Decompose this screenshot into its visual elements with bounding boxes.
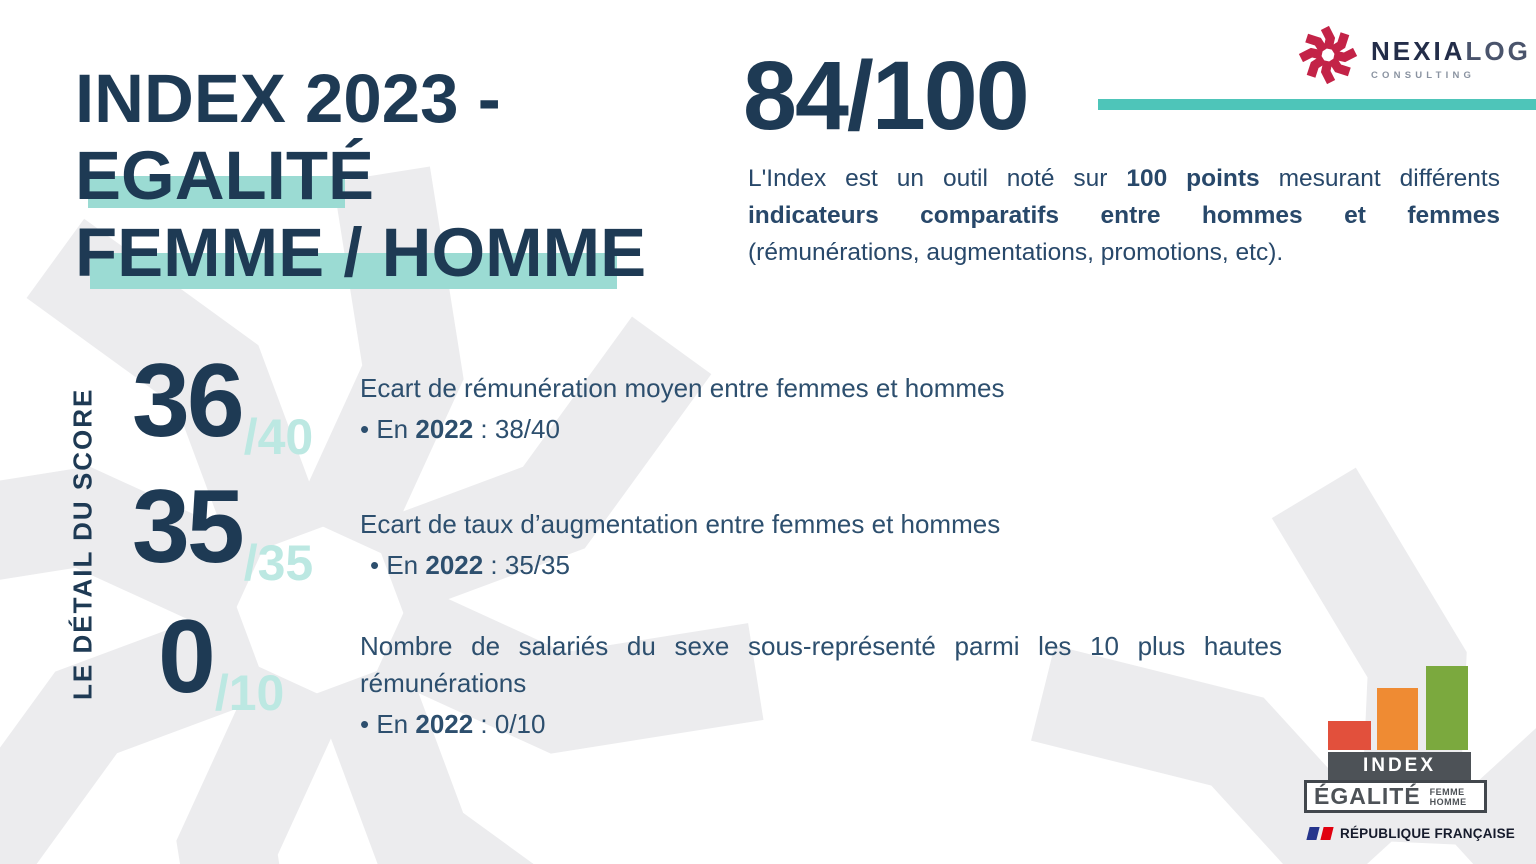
indicator-score-1 [132,343,314,465]
teal-divider-line [1098,99,1536,110]
indicator-description-3: Nombre de salariés du sexe sous-représenté parmi les 10 plus hautes rémunérations • En 2022 : 0/10 [360,628,1282,743]
republique-francaise-badge [1308,826,1515,841]
index-description [748,160,1500,271]
title-line-1: INDEX 2023 - [75,60,501,137]
indicator-score-max: /35 [243,535,314,591]
indicator-previous-year-2: • En 2022 : 35/35 [370,550,570,580]
nexialog-logo [1297,24,1531,86]
brand-name-secondary: LOG [1465,36,1531,66]
title-line-3: FEMME / HOMME [75,214,647,291]
index-banner: INDEX [1328,752,1471,780]
section-label-vertical: LE DÉTAIL DU SCORE [67,387,98,701]
republique-francaise-label: RÉPUBLIQUE FRANÇAISE [1340,826,1516,841]
page-title [75,60,646,291]
bar-chart-orange-bar [1377,688,1418,750]
indicator-score-2 [132,469,314,591]
indicator-description-1: Ecart de rémunération moyen entre femmes et hommes • En 2022 : 38/40 [360,370,1080,448]
femme-homme-label: FEMME HOMME [1429,786,1467,807]
french-flag-icon [1308,827,1332,840]
description-line-3: (rémunérations, augmentations, promotions, etc). [748,239,1284,266]
bar-chart-green-bar [1426,666,1468,750]
indicator-score-max: /10 [214,665,285,721]
indicator-previous-year-3: • En 2022 : 0/10 [360,709,546,739]
indicator-score-max: /40 [243,409,314,465]
egalite-box [1304,780,1487,813]
global-score: 84/100 [743,41,1028,150]
description-line-2: indicateurs comparatifs entre hommes et femmes [748,202,1500,229]
nexialog-wordmark [1371,36,1531,81]
indicator-score-value: 35 [132,469,242,585]
indicator-description-2: Ecart de taux d’augmentation entre femmes et hommes • En 2022 : 35/35 [360,506,1080,584]
bar-chart-red-bar [1328,721,1371,750]
indicator-score-value: 36 [132,343,242,459]
indicator-previous-year-1: • En 2022 : 38/40 [360,414,560,444]
brand-subtitle: CONSULTING [1371,70,1476,81]
indicator-score-value: 0 [158,599,213,715]
description-line-1: L'Index est un outil noté sur 100 points mesurant différents [748,165,1500,192]
brand-name-primary: NEXIA [1371,36,1466,66]
title-line-2: EGALITÉ [75,137,375,214]
index-egalite-logo [1300,658,1516,858]
indicator-score-3 [158,599,285,721]
egalite-label: ÉGALITÉ [1314,783,1421,809]
nexialog-pinwheel-icon [1297,24,1359,86]
